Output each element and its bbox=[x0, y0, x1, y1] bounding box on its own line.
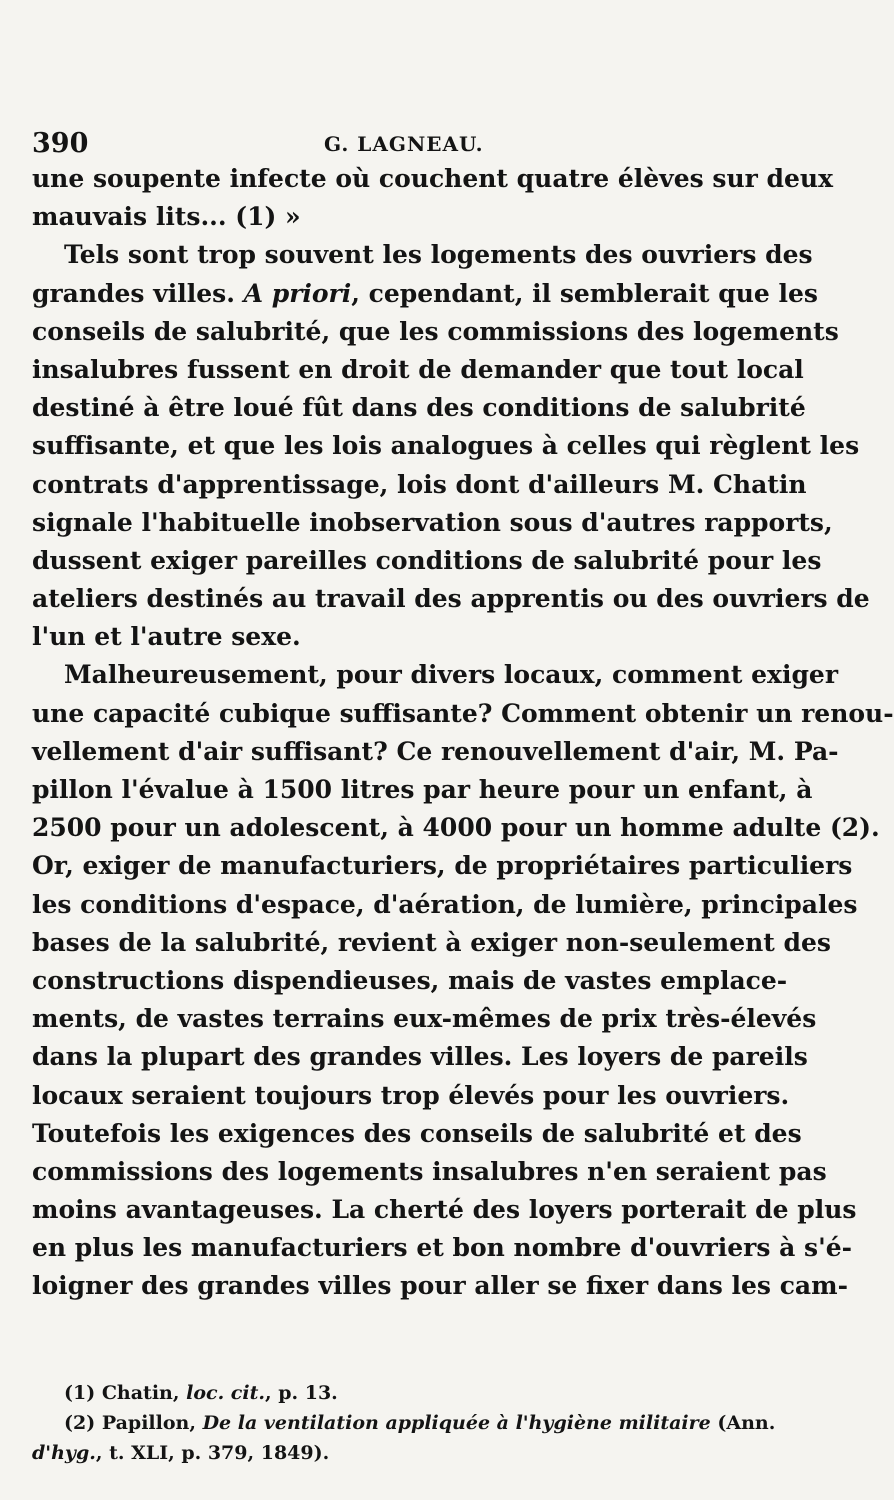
footnote-italic: d'hyg. bbox=[32, 1442, 96, 1464]
footnote-2 bbox=[32, 1408, 776, 1438]
footnote-text: (1) Chatin, bbox=[64, 1382, 187, 1404]
footnote-text: (2) Papillon, bbox=[64, 1412, 203, 1434]
text-line: moins avantageuses. La cherté des loyers porterait de plus bbox=[32, 1195, 857, 1225]
footnote-text: , t. XLI, p. 379, 1849). bbox=[95, 1442, 330, 1464]
text-line: dussent exiger pareilles conditions de salubrité pour les bbox=[32, 545, 822, 575]
text-line: signale l'habituelle inobservation sous d'autres rapports, bbox=[32, 507, 833, 537]
text-line: une capacité cubique suffisante? Comment obtenir un renou- bbox=[32, 698, 894, 728]
text-line: Tels sont trop souvent les logements des ouvriers des bbox=[64, 240, 813, 270]
text-line: locaux seraient toujours trop élevés pour les ouvriers. bbox=[32, 1080, 790, 1110]
running-head: G. LAGNEAU. bbox=[324, 132, 484, 156]
footnote-2-continuation bbox=[32, 1438, 770, 1468]
footnote-text: , p. 13. bbox=[264, 1382, 338, 1404]
text-line: contrats d'apprentissage, lois dont d'ailleurs M. Chatin bbox=[32, 469, 807, 499]
text-line: Malheureusement, pour divers locaux, comment exiger bbox=[64, 660, 838, 690]
text-line: l'un et l'autre sexe. bbox=[32, 622, 301, 652]
footnote-1 bbox=[32, 1378, 770, 1408]
text-line: commissions des logements insalubres n'en seraient pas bbox=[32, 1156, 827, 1186]
text-line: insalubres fussent en droit de demander que tout local bbox=[32, 354, 804, 384]
footnote-italic: De la ventilation appliquée à l'hygiène militaire bbox=[202, 1412, 711, 1434]
text-line: mauvais lits... (1) » bbox=[32, 202, 301, 232]
text-line bbox=[32, 275, 819, 313]
page-header bbox=[32, 128, 770, 158]
footnote-text: (Ann. bbox=[710, 1412, 776, 1434]
body-text bbox=[32, 160, 894, 1306]
text-line: Toutefois les exigences des conseils de salubrité et des bbox=[32, 1118, 802, 1148]
text-line: en plus les manufacturiers et bon nombre d'ouvriers à s'é- bbox=[32, 1233, 853, 1263]
text-line: 2500 pour un adolescent, à 4000 pour un homme adulte (2). bbox=[32, 813, 880, 843]
text-line: ments, de vastes terrains eux-mêmes de prix très-élevés bbox=[32, 1004, 817, 1034]
text-line: bases de la salubrité, revient à exiger non-seulement des bbox=[32, 927, 831, 957]
text-line: ateliers destinés au travail des apprentis ou des ouvriers de bbox=[32, 584, 870, 614]
text-line: destiné à être loué fût dans des conditions de salubrité bbox=[32, 393, 806, 423]
text-line: loigner des grandes villes pour aller se fixer dans les cam- bbox=[32, 1271, 848, 1301]
text-fragment: , cependant, il semblerait que les bbox=[351, 278, 819, 308]
text-line: conseils de salubrité, que les commissions des logements bbox=[32, 316, 839, 346]
text-line: vellement d'air suffisant? Ce renouvellement d'air, M. Pa- bbox=[32, 736, 839, 766]
text-line: les conditions d'espace, d'aération, de lumière, principales bbox=[32, 889, 858, 919]
text-fragment: grandes villes. bbox=[32, 278, 235, 308]
footnote-italic: loc. cit. bbox=[186, 1382, 265, 1404]
text-line: Or, exiger de manufacturiers, de propriétaires particuliers bbox=[32, 851, 853, 881]
italic-phrase: A priori bbox=[243, 278, 352, 308]
text-line: une soupente infecte où couchent quatre élèves sur deux bbox=[32, 164, 833, 193]
footnotes bbox=[32, 1378, 776, 1468]
text-line: constructions dispendieuses, mais de vastes emplace- bbox=[32, 965, 788, 995]
text-line: dans la plupart des grandes villes. Les loyers de pareils bbox=[32, 1042, 808, 1072]
text-line: pillon l'évalue à 1500 litres par heure pour un enfant, à bbox=[32, 775, 813, 804]
page-number: 390 bbox=[32, 128, 89, 159]
text-line: suffisante, et que les lois analogues à celles qui règlent les bbox=[32, 431, 860, 461]
